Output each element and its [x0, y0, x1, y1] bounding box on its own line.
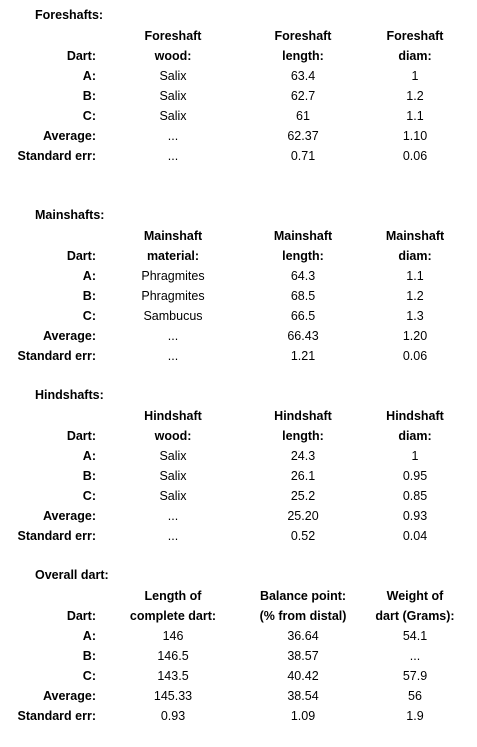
table-cell: 61 [296, 109, 310, 123]
row-label: A: [82, 629, 96, 643]
table-cell: 1.2 [406, 89, 424, 103]
row-label: Average: [42, 329, 96, 343]
section-title: Mainshafts: [35, 208, 105, 222]
column-header: Weight of [386, 589, 444, 603]
table-cell: ... [167, 529, 179, 543]
table-cell: 0.93 [160, 709, 186, 723]
row-label: Standard err: [17, 349, 96, 363]
column-header: (% from distal) [259, 609, 347, 623]
table-cell: Salix [159, 89, 187, 103]
table-cell: 1.3 [406, 309, 424, 323]
section-title: Overall dart: [35, 568, 109, 582]
table-cell: Sambucus [143, 309, 203, 323]
column-header: Balance point: [259, 589, 347, 603]
row-label: C: [82, 669, 96, 683]
table-cell: 64.3 [290, 269, 316, 283]
column-header: length: [282, 49, 324, 63]
column-header: diam: [398, 249, 432, 263]
section-title: Hindshafts: [35, 388, 104, 402]
table-cell: 146 [162, 629, 184, 643]
table-cell: 145.33 [153, 689, 193, 703]
column-header: Mainshaft [273, 229, 333, 243]
table-cell: 1.9 [406, 709, 424, 723]
table-cell: 25.2 [290, 489, 316, 503]
row-label: Average: [42, 509, 96, 523]
row-label: A: [82, 269, 96, 283]
table-cell: Salix [159, 469, 187, 483]
column-header: length: [282, 429, 324, 443]
column-header: Mainshaft [143, 229, 203, 243]
dart-label: Dart: [66, 249, 96, 263]
table-cell: 143.5 [157, 669, 189, 683]
table-cell: 54.1 [402, 629, 428, 643]
table-cell: 62.7 [290, 89, 316, 103]
row-label: A: [82, 449, 96, 463]
table-cell: 146.5 [157, 649, 189, 663]
table-cell: Phragmites [141, 289, 205, 303]
row-label: B: [82, 89, 96, 103]
row-label: C: [82, 489, 96, 503]
table-cell: 0.71 [290, 149, 316, 163]
column-header: wood: [154, 429, 192, 443]
column-header: Mainshaft [385, 229, 445, 243]
table-cell: 26.1 [290, 469, 316, 483]
table-cell: 66.43 [287, 329, 319, 343]
table-cell: ... [167, 509, 179, 523]
column-header: material: [146, 249, 200, 263]
row-label: Standard err: [17, 149, 96, 163]
table-cell: 62.37 [287, 129, 319, 143]
table-cell: 0.95 [402, 469, 428, 483]
column-header: Foreshaft [386, 29, 444, 43]
table-cell: Salix [159, 449, 187, 463]
column-header: Hindshaft [144, 409, 202, 423]
column-header: diam: [398, 49, 432, 63]
column-header: wood: [154, 49, 192, 63]
table-cell: ... [167, 149, 179, 163]
table-cell: 0.93 [402, 509, 428, 523]
table-cell: 66.5 [290, 309, 316, 323]
column-header: Hindshaft [386, 409, 444, 423]
table-cell: Salix [159, 69, 187, 83]
table-cell: ... [167, 349, 179, 363]
table-cell: 24.3 [290, 449, 316, 463]
table-cell: 1.2 [406, 289, 424, 303]
column-header: complete dart: [129, 609, 217, 623]
table-cell: 38.57 [287, 649, 319, 663]
column-header: Foreshaft [144, 29, 202, 43]
table-cell: 1.1 [406, 109, 424, 123]
dart-label: Dart: [66, 429, 96, 443]
table-cell: Salix [159, 489, 187, 503]
table-cell: 1.09 [290, 709, 316, 723]
section-title: Foreshafts: [35, 8, 104, 22]
table-cell: 36.64 [287, 629, 319, 643]
table-cell: ... [409, 649, 421, 663]
column-header: Foreshaft [274, 29, 332, 43]
table-cell: Phragmites [141, 269, 205, 283]
row-label: Average: [42, 129, 96, 143]
table-cell: Salix [159, 109, 187, 123]
table-cell: 1 [411, 449, 419, 463]
column-header: Length of [144, 589, 202, 603]
row-label: Average: [42, 689, 96, 703]
table-cell: 0.04 [402, 529, 428, 543]
table-cell: 57.9 [402, 669, 428, 683]
column-header: length: [282, 249, 324, 263]
table-cell: 0.06 [402, 149, 428, 163]
column-header: Hindshaft [274, 409, 332, 423]
dart-label: Dart: [66, 49, 96, 63]
table-cell: 25.20 [287, 509, 319, 523]
table-cell: 1.20 [402, 329, 428, 343]
table-cell: 40.42 [287, 669, 319, 683]
row-label: B: [82, 469, 96, 483]
row-label: B: [82, 289, 96, 303]
table-cell: 1.10 [402, 129, 428, 143]
table-cell: 63.4 [290, 69, 316, 83]
table-cell: ... [167, 329, 179, 343]
column-header: diam: [398, 429, 432, 443]
table-cell: 68.5 [290, 289, 316, 303]
table-cell: 1.21 [290, 349, 316, 363]
table-cell: 0.85 [402, 489, 428, 503]
table-cell: ... [167, 129, 179, 143]
column-header: dart (Grams): [375, 609, 455, 623]
table-cell: 1.1 [406, 269, 424, 283]
dart-label: Dart: [66, 609, 96, 623]
table-cell: 0.52 [290, 529, 316, 543]
row-label: C: [82, 109, 96, 123]
table-cell: 1 [411, 69, 419, 83]
row-label: B: [82, 649, 96, 663]
row-label: A: [82, 69, 96, 83]
row-label: C: [82, 309, 96, 323]
table-cell: 0.06 [402, 349, 428, 363]
row-label: Standard err: [17, 529, 96, 543]
table-cell: 38.54 [287, 689, 319, 703]
row-label: Standard err: [17, 709, 96, 723]
table-cell: 56 [408, 689, 422, 703]
